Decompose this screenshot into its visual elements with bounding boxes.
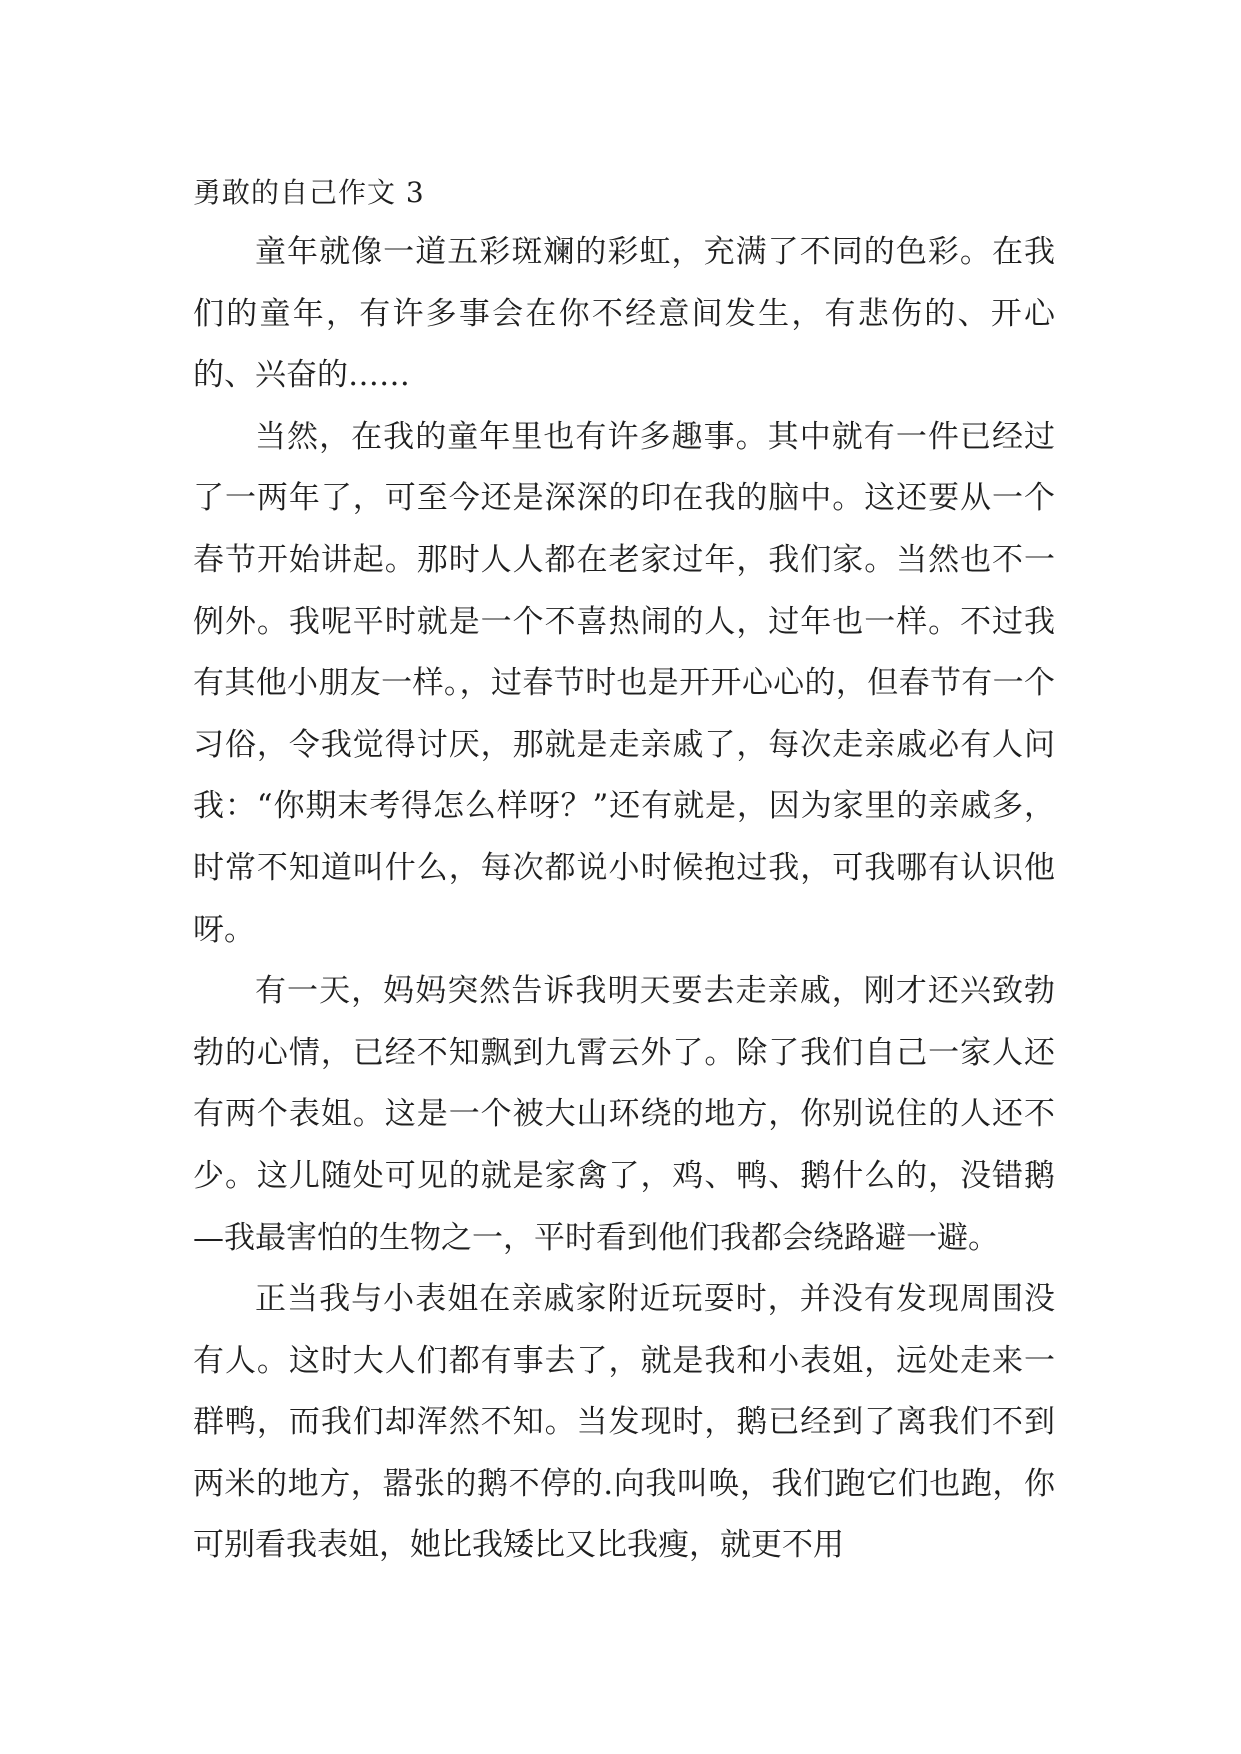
paragraph-3: 有一天，妈妈突然告诉我明天要去走亲戚，刚才还兴致勃勃的心情，已经不知飘到九霄云外了。除了我们自己一家人还有两个表姐。这是一个被大山环绕的地方，你别说住的人还不少。这儿随处可见的就是家禽了，鸡、鸭、鹅什么的，没错鹅—我最害怕的生物之一，平时看到他们我都会绕路避一避。 [193,973,1055,1256]
paragraph-1: 童年就像一道五彩斑斓的彩虹，充满了不同的色彩。在我们的童年，有许多事会在你不经意间发生，有悲伤的、开心的、兴奋的…… [193,234,1055,394]
paragraph-2: 当然，在我的童年里也有许多趣事。其中就有一件已经过了一两年了，可至今还是深深的印在我的脑中。这还要从一个春节开始讲起。那时人人都在老家过年，我们家。当然也不一例外。我呢平时就是一个不喜热闹的人，过年也一样。不过我有其他小朋友一样。，过春节时也是开开心心的，但春节有一个习俗，令我觉得讨厌，那就是走亲戚了，每次走亲戚必有人问我：“你期末考得怎么样呀？”还有就是，因为家里的亲戚多，时常不知道叫什么，每次都说小时候抱过我，可我哪有认识他呀。 [193,418,1055,948]
document-page [193,164,1055,1577]
paragraph-4: 正当我与小表姐在亲戚家附近玩耍时，并没有发现周围没有人。这时大人们都有事去了，就是我和小表姐，远处走来一群鸭，而我们却浑然不知。当发现时，鹅已经到了离我们不到两米的地方，嚣张的鹅不停的.向我叫唤，我们跑它们也跑，你可别看我表姐，她比我矮比又比我瘦，就更不用 [193,1281,1055,1564]
document-title: 勇敢的自己作文 3 [193,176,425,209]
